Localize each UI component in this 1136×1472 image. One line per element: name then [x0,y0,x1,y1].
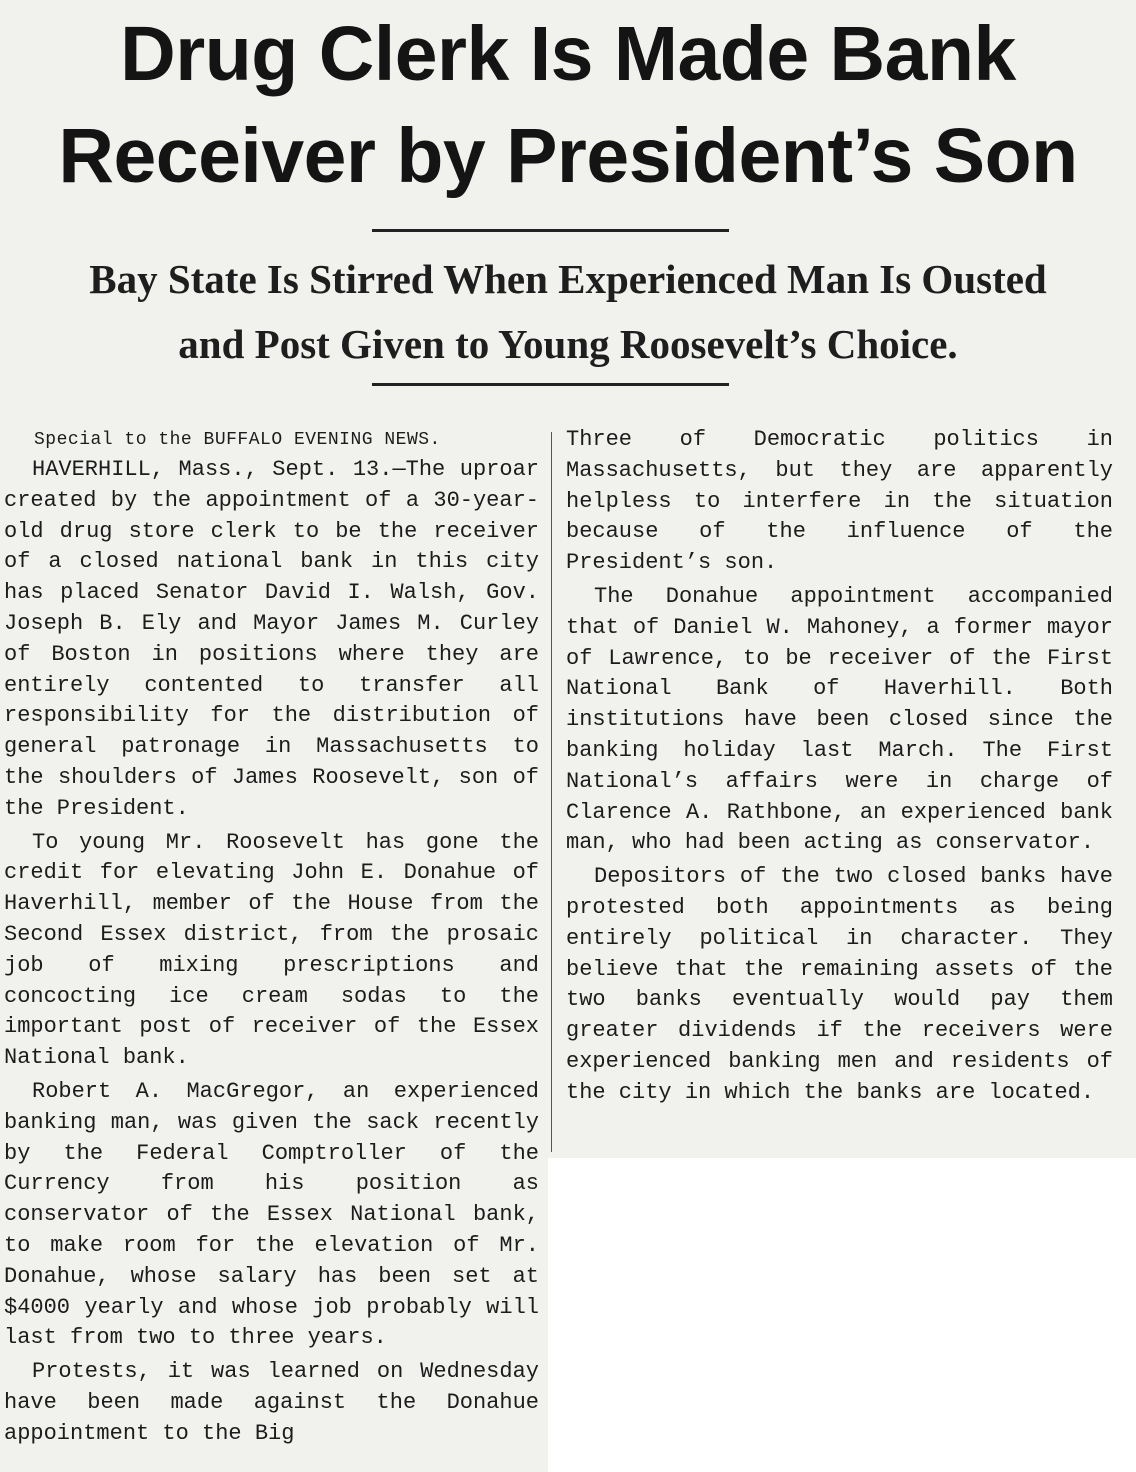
article-paragraph: To young Mr. Roosevelt has gone the credit for elevating John E. Donahue of Haverhill, member of the House from the Second Essex district, from the prosaic job of mixing prescriptions and concocting ice cream sodas to the important post of receiver of the Essex National bank. [4,829,539,1071]
deck-line-1: Bay State Is Stirred When Experienced Man Is Ousted [89,256,1047,302]
headline-rule [372,229,729,232]
deck-rule [372,383,729,386]
article-paragraph: HAVERHILL, Mass., Sept. 13.—The uproar created by the appointment of a 30-year-old drug store clerk to be the receiver of a closed national bank in this city has placed Senator David I. Walsh, Gov. Joseph B. Ely and Mayor James M. Curley of Boston in positions where they are entirely contented to transfer all responsibility for the distribution of general patronage in Massachusetts to the shoulders of James Roosevelt, son of the President. [4,457,539,821]
article-paragraph: The Donahue appointment accompanied that of Daniel W. Mahoney, a former mayor of Lawrence, to be receiver of the First National Bank of Haverhill. Both institutions have been closed since the banking holiday last March. The First National’s affairs were in charge of Clarence A. Rathbone, an experienced bank man, who had been acting as conservator. [566,583,1113,856]
byline-credit: Special to the BUFFALO EVENING NEWS. [34,430,441,450]
article-paragraph: Protests, it was learned on Wednesday have been made against the Donahue appointment to the Big [4,1359,539,1446]
article-column-left [4,425,539,1450]
article-paragraph: Depositors of the two closed banks have protested both appointments as being entirely political in character. They believe that the remaining assets of the two banks eventually would pay them greater dividends if the receivers were experienced banking men and residents of the city in which the banks are located. [566,864,1113,1105]
headline-line-1: Drug Clerk Is Made Bank [120,11,1016,97]
article-column-right [566,425,1113,1109]
deck-line-2: and Post Given to Young Roosevelt’s Choice. [178,321,958,367]
headline-line-2: Receiver by President’s Son [58,113,1078,199]
article-paragraph: Three of Democratic politics in Massachusetts, but they are apparently helpless to interfere in the situation because of the influence of the President’s son. [566,427,1113,576]
article-paragraph: Robert A. MacGregor, an experienced banking man, was given the sack recently by the Federal Comptroller of the Currency from his position as conservator of the Essex National bank, to make room for the elevation of Mr. Donahue, whose salary has been set at $4000 yearly and whose job probably will last from two to three years. [4,1078,539,1351]
column-divider [551,432,552,1152]
